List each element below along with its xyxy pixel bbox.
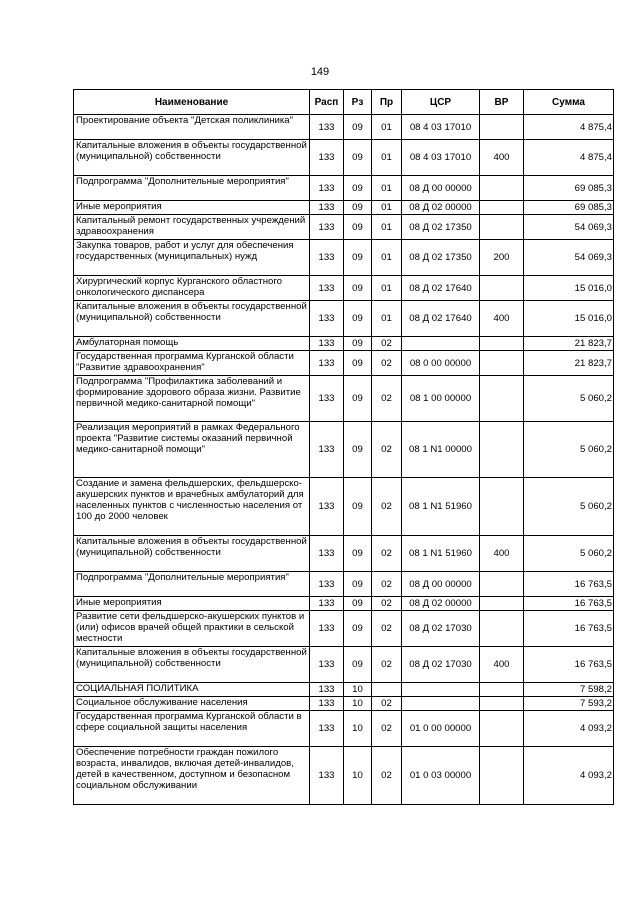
cell-vr bbox=[480, 747, 524, 805]
cell-csr: 08 Д 00 00000 bbox=[402, 176, 480, 201]
cell-rz: 09 bbox=[344, 376, 372, 422]
table-row bbox=[74, 201, 614, 215]
cell-csr: 08 Д 00 00000 bbox=[402, 572, 480, 597]
table-row bbox=[74, 572, 614, 597]
cell-name: Создание и замена фельдшерских, фельдшерско-акушерских пунктов и врачебных амбулаторий для населенных пунктов с численностью населения от 100 до 2000 человек bbox=[74, 478, 310, 536]
table-row bbox=[74, 376, 614, 422]
cell-csr: 08 Д 02 00000 bbox=[402, 597, 480, 611]
cell-sum: 16 763,5 bbox=[524, 572, 614, 597]
cell-sum: 69 085,3 bbox=[524, 201, 614, 215]
cell-rasp: 133 bbox=[310, 240, 344, 276]
cell-rz: 10 bbox=[344, 747, 372, 805]
cell-pr: 01 bbox=[372, 201, 402, 215]
cell-vr bbox=[480, 478, 524, 536]
table-row bbox=[74, 711, 614, 747]
cell-sum: 5 060,2 bbox=[524, 376, 614, 422]
cell-csr: 08 Д 02 17350 bbox=[402, 215, 480, 240]
cell-rasp: 133 bbox=[310, 276, 344, 301]
cell-name: Подпрограмма "Профилактика заболеваний и формирование здорового образа жизни. Развитие первичной медико-санитарной помощи" bbox=[74, 376, 310, 422]
cell-vr bbox=[480, 422, 524, 478]
cell-pr: 02 bbox=[372, 647, 402, 683]
cell-name: СОЦИАЛЬНАЯ ПОЛИТИКА bbox=[74, 683, 310, 697]
cell-pr: 01 bbox=[372, 115, 402, 140]
table-row bbox=[74, 176, 614, 201]
cell-vr: 400 bbox=[480, 647, 524, 683]
header-sum: Сумма bbox=[524, 90, 614, 115]
cell-rz: 10 bbox=[344, 683, 372, 697]
cell-sum: 21 823,7 bbox=[524, 337, 614, 351]
cell-rasp: 133 bbox=[310, 140, 344, 176]
cell-name: Капитальные вложения в объекты государственной (муниципальной) собственности bbox=[74, 647, 310, 683]
cell-vr bbox=[480, 683, 524, 697]
cell-rasp: 133 bbox=[310, 337, 344, 351]
cell-pr: 02 bbox=[372, 697, 402, 711]
cell-name: Хирургический корпус Курганского областного онкологического диспансера bbox=[74, 276, 310, 301]
table-row bbox=[74, 240, 614, 276]
table-row bbox=[74, 597, 614, 611]
cell-pr: 02 bbox=[372, 376, 402, 422]
table-row bbox=[74, 647, 614, 683]
cell-name: Закупка товаров, работ и услуг для обеспечения государственных (муниципальных) нужд bbox=[74, 240, 310, 276]
table-row bbox=[74, 422, 614, 478]
cell-pr: 01 bbox=[372, 140, 402, 176]
cell-name: Капитальные вложения в объекты государственной (муниципальной) собственности bbox=[74, 140, 310, 176]
cell-csr: 08 4 03 17010 bbox=[402, 115, 480, 140]
cell-rz: 09 bbox=[344, 422, 372, 478]
cell-csr: 08 Д 02 00000 bbox=[402, 201, 480, 215]
cell-name: Капитальные вложения в объекты государственной (муниципальной) собственности bbox=[74, 301, 310, 337]
cell-vr bbox=[480, 711, 524, 747]
cell-sum: 16 763,5 bbox=[524, 597, 614, 611]
cell-csr: 08 Д 02 17640 bbox=[402, 276, 480, 301]
header-rz: Рз bbox=[344, 90, 372, 115]
cell-pr bbox=[372, 683, 402, 697]
cell-rasp: 133 bbox=[310, 478, 344, 536]
cell-sum: 15 016,0 bbox=[524, 276, 614, 301]
cell-pr: 02 bbox=[372, 351, 402, 376]
cell-pr: 02 bbox=[372, 597, 402, 611]
table-row bbox=[74, 697, 614, 711]
cell-rasp: 133 bbox=[310, 176, 344, 201]
cell-name: Иные мероприятия bbox=[74, 597, 310, 611]
cell-rasp: 133 bbox=[310, 572, 344, 597]
cell-sum: 15 016,0 bbox=[524, 301, 614, 337]
cell-csr: 08 0 00 00000 bbox=[402, 351, 480, 376]
cell-csr: 08 Д 02 17030 bbox=[402, 611, 480, 647]
cell-rasp: 133 bbox=[310, 301, 344, 337]
table-row bbox=[74, 611, 614, 647]
table-row bbox=[74, 301, 614, 337]
cell-sum: 7 593,2 bbox=[524, 697, 614, 711]
cell-sum: 4 875,4 bbox=[524, 115, 614, 140]
cell-rasp: 133 bbox=[310, 215, 344, 240]
cell-sum: 54 069,3 bbox=[524, 240, 614, 276]
table-row bbox=[74, 536, 614, 572]
cell-rasp: 133 bbox=[310, 597, 344, 611]
cell-pr: 02 bbox=[372, 611, 402, 647]
header-csr: ЦСР bbox=[402, 90, 480, 115]
cell-csr: 01 0 03 00000 bbox=[402, 747, 480, 805]
cell-csr: 08 Д 02 17350 bbox=[402, 240, 480, 276]
cell-rasp: 133 bbox=[310, 201, 344, 215]
cell-name: Подпрограмма "Дополнительные мероприятия" bbox=[74, 572, 310, 597]
cell-vr bbox=[480, 611, 524, 647]
cell-name: Развитие сети фельдшерско-акушерских пунктов и (или) офисов врачей общей практики в сельской местности bbox=[74, 611, 310, 647]
cell-rz: 10 bbox=[344, 697, 372, 711]
cell-pr: 01 bbox=[372, 301, 402, 337]
cell-csr bbox=[402, 337, 480, 351]
cell-pr: 02 bbox=[372, 747, 402, 805]
cell-sum: 21 823,7 bbox=[524, 351, 614, 376]
cell-rz: 09 bbox=[344, 176, 372, 201]
cell-sum: 4 093,2 bbox=[524, 711, 614, 747]
cell-name: Государственная программа Курганской области в сфере социальной защиты населения bbox=[74, 711, 310, 747]
table-row bbox=[74, 276, 614, 301]
cell-csr: 01 0 00 00000 bbox=[402, 711, 480, 747]
table-row bbox=[74, 215, 614, 240]
cell-pr: 01 bbox=[372, 276, 402, 301]
cell-vr bbox=[480, 337, 524, 351]
cell-rz: 09 bbox=[344, 611, 372, 647]
cell-pr: 01 bbox=[372, 215, 402, 240]
cell-name: Государственная программа Курганской области "Развитие здравоохранения" bbox=[74, 351, 310, 376]
cell-rasp: 133 bbox=[310, 683, 344, 697]
cell-sum: 7 598,2 bbox=[524, 683, 614, 697]
cell-vr bbox=[480, 201, 524, 215]
cell-sum: 5 060,2 bbox=[524, 478, 614, 536]
cell-rasp: 133 bbox=[310, 351, 344, 376]
budget-table bbox=[73, 89, 614, 805]
cell-name: Капитальные вложения в объекты государственной (муниципальной) собственности bbox=[74, 536, 310, 572]
cell-pr: 01 bbox=[372, 240, 402, 276]
table-row bbox=[74, 478, 614, 536]
cell-name: Иные мероприятия bbox=[74, 201, 310, 215]
header-pr: Пр bbox=[372, 90, 402, 115]
cell-csr: 08 Д 02 17640 bbox=[402, 301, 480, 337]
cell-sum: 5 060,2 bbox=[524, 536, 614, 572]
cell-sum: 54 069,3 bbox=[524, 215, 614, 240]
table-row bbox=[74, 747, 614, 805]
cell-name: Проектирование объекта "Детская поликлиника" bbox=[74, 115, 310, 140]
cell-pr: 02 bbox=[372, 422, 402, 478]
cell-rz: 09 bbox=[344, 115, 372, 140]
cell-sum: 4 875,4 bbox=[524, 140, 614, 176]
cell-sum: 4 093,2 bbox=[524, 747, 614, 805]
cell-vr bbox=[480, 376, 524, 422]
cell-pr: 02 bbox=[372, 536, 402, 572]
cell-vr bbox=[480, 115, 524, 140]
cell-rz: 09 bbox=[344, 201, 372, 215]
cell-rz: 09 bbox=[344, 337, 372, 351]
cell-rz: 10 bbox=[344, 711, 372, 747]
cell-rz: 09 bbox=[344, 215, 372, 240]
cell-vr bbox=[480, 276, 524, 301]
cell-csr bbox=[402, 683, 480, 697]
cell-vr bbox=[480, 697, 524, 711]
cell-rasp: 133 bbox=[310, 711, 344, 747]
cell-name: Социальное обслуживание населения bbox=[74, 697, 310, 711]
table-row bbox=[74, 351, 614, 376]
header-name: Наименование bbox=[74, 90, 310, 115]
cell-rz: 09 bbox=[344, 647, 372, 683]
cell-rasp: 133 bbox=[310, 611, 344, 647]
cell-pr: 02 bbox=[372, 711, 402, 747]
cell-sum: 16 763,5 bbox=[524, 611, 614, 647]
cell-rasp: 133 bbox=[310, 536, 344, 572]
cell-rz: 09 bbox=[344, 536, 372, 572]
cell-pr: 01 bbox=[372, 176, 402, 201]
cell-csr: 08 Д 02 17030 bbox=[402, 647, 480, 683]
header-vr: ВР bbox=[480, 90, 524, 115]
cell-pr: 02 bbox=[372, 478, 402, 536]
cell-rz: 09 bbox=[344, 276, 372, 301]
cell-csr: 08 1 N1 00000 bbox=[402, 422, 480, 478]
cell-csr: 08 4 03 17010 bbox=[402, 140, 480, 176]
table-row bbox=[74, 337, 614, 351]
cell-vr bbox=[480, 215, 524, 240]
table-row bbox=[74, 115, 614, 140]
cell-rz: 09 bbox=[344, 572, 372, 597]
table-body bbox=[74, 115, 614, 805]
table-row bbox=[74, 683, 614, 697]
cell-csr: 08 1 N1 51960 bbox=[402, 478, 480, 536]
header-rasp: Расп bbox=[310, 90, 344, 115]
cell-name: Амбулаторная помощь bbox=[74, 337, 310, 351]
cell-rasp: 133 bbox=[310, 115, 344, 140]
cell-rasp: 133 bbox=[310, 647, 344, 683]
cell-vr bbox=[480, 572, 524, 597]
cell-rz: 09 bbox=[344, 240, 372, 276]
cell-vr bbox=[480, 351, 524, 376]
cell-csr: 08 1 N1 51960 bbox=[402, 536, 480, 572]
cell-rz: 09 bbox=[344, 351, 372, 376]
cell-vr: 400 bbox=[480, 536, 524, 572]
cell-sum: 16 763,5 bbox=[524, 647, 614, 683]
table-row bbox=[74, 140, 614, 176]
cell-name: Обеспечение потребности граждан пожилого возраста, инвалидов, включая детей-инвалидов, детей в качественном, доступном и безопасном социальном обслуживании bbox=[74, 747, 310, 805]
table-header-row bbox=[74, 90, 614, 115]
cell-rz: 09 bbox=[344, 301, 372, 337]
cell-rasp: 133 bbox=[310, 747, 344, 805]
cell-csr: 08 1 00 00000 bbox=[402, 376, 480, 422]
cell-sum: 5 060,2 bbox=[524, 422, 614, 478]
cell-rasp: 133 bbox=[310, 697, 344, 711]
cell-rasp: 133 bbox=[310, 422, 344, 478]
page-number: 149 bbox=[310, 66, 330, 78]
cell-pr: 02 bbox=[372, 337, 402, 351]
cell-rasp: 133 bbox=[310, 376, 344, 422]
cell-vr: 400 bbox=[480, 301, 524, 337]
cell-csr bbox=[402, 697, 480, 711]
cell-rz: 09 bbox=[344, 597, 372, 611]
cell-vr: 200 bbox=[480, 240, 524, 276]
cell-rz: 09 bbox=[344, 478, 372, 536]
cell-pr: 02 bbox=[372, 572, 402, 597]
cell-name: Капитальный ремонт государственных учреждений здравоохранения bbox=[74, 215, 310, 240]
cell-vr: 400 bbox=[480, 140, 524, 176]
cell-name: Реализация мероприятий в рамках Федерального проекта "Развитие системы оказаний первичной медико-санитарной помощи" bbox=[74, 422, 310, 478]
cell-name: Подпрограмма "Дополнительные мероприятия" bbox=[74, 176, 310, 201]
cell-vr bbox=[480, 597, 524, 611]
cell-rz: 09 bbox=[344, 140, 372, 176]
cell-vr bbox=[480, 176, 524, 201]
cell-sum: 69 085,3 bbox=[524, 176, 614, 201]
